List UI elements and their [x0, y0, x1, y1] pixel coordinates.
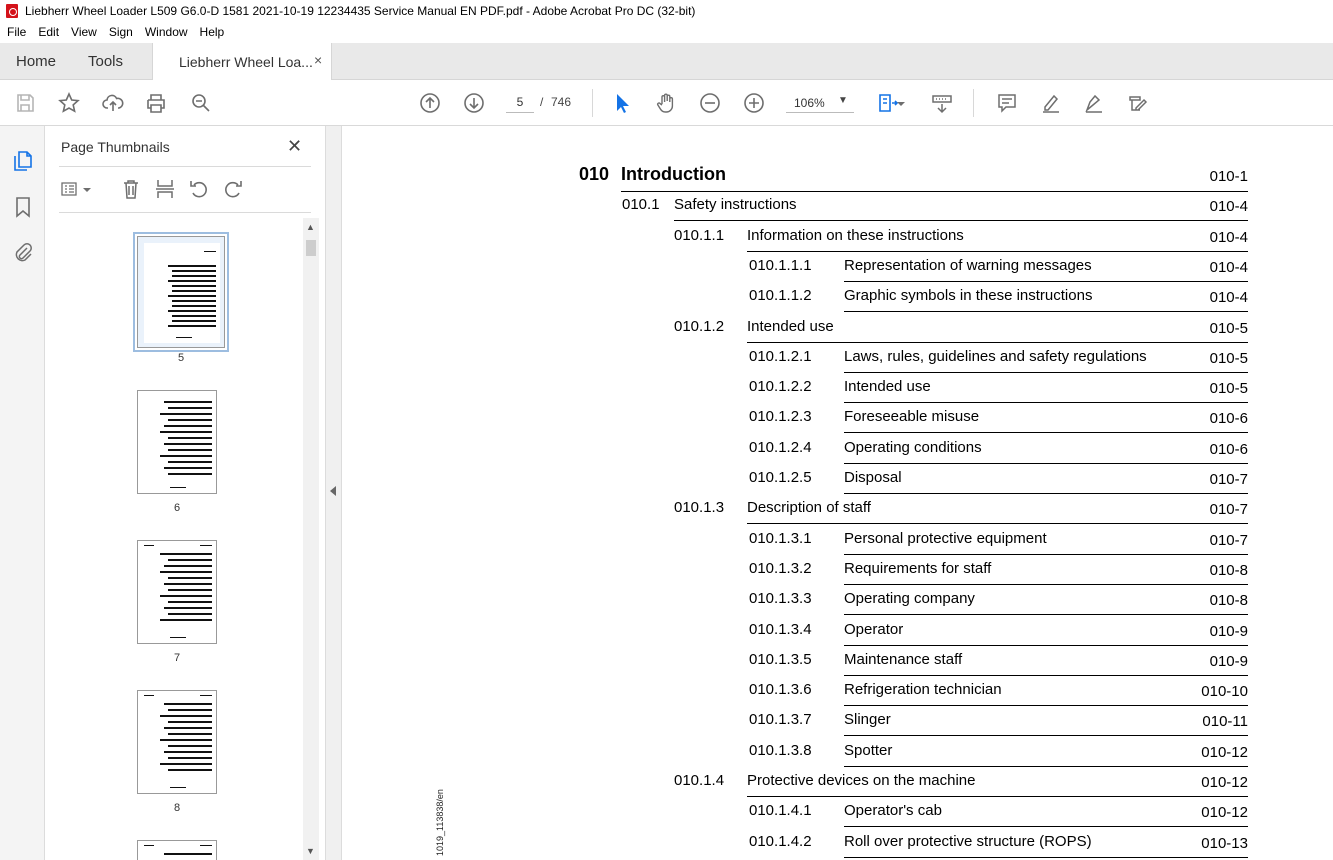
tab-home[interactable]: Home — [16, 53, 57, 70]
toc-underline — [844, 705, 1248, 706]
toc-underline — [844, 554, 1248, 555]
toc-entry[interactable] — [343, 742, 1333, 772]
options-menu-icon[interactable] — [59, 177, 83, 201]
toc-section-title: Safety instructions — [674, 196, 797, 213]
toc-entry[interactable] — [343, 378, 1333, 408]
toc-entry[interactable] — [343, 711, 1333, 741]
toc-section-number: 010.1.2.3 — [749, 408, 812, 425]
toc-entry[interactable] — [343, 318, 1333, 348]
scroll-up-icon[interactable]: ▲ — [306, 222, 315, 232]
toc-entry[interactable] — [343, 772, 1333, 802]
acrobat-logo-icon — [6, 4, 18, 18]
toc-underline — [844, 614, 1248, 615]
toc-entry[interactable] — [343, 439, 1333, 469]
toc-page-number: 010-1 — [1209, 168, 1248, 185]
hand-tool-icon[interactable] — [653, 90, 679, 116]
toc-section-title: Disposal — [844, 469, 902, 486]
toc-section-number: 010.1.3.1 — [749, 530, 812, 547]
left-navigation-rail — [0, 126, 45, 860]
toc-underline — [747, 523, 1248, 524]
tab-document[interactable] — [152, 43, 332, 80]
draw-sign-icon[interactable] — [1081, 90, 1107, 116]
toc-page-number: 010-11 — [1202, 713, 1248, 730]
toc-section-title: Operator's cab — [844, 802, 942, 819]
thumbnails-scrollbar[interactable] — [303, 218, 319, 860]
chevron-down-icon[interactable] — [894, 90, 908, 116]
page-thumbnail-7[interactable] — [137, 540, 217, 644]
star-bookmark-icon[interactable] — [56, 90, 82, 116]
toc-section-title: Operating conditions — [844, 439, 982, 456]
toc-section-number: 010.1.3.8 — [749, 742, 812, 759]
toc-entry[interactable] — [343, 287, 1333, 317]
toc-underline — [844, 675, 1248, 676]
toc-page-number: 010-8 — [1209, 562, 1248, 579]
toc-section-title: Operator — [844, 621, 904, 638]
toc-section-title: Operating company — [844, 590, 975, 607]
toc-page-number: 010-10 — [1201, 683, 1248, 700]
toc-page-number: 010-9 — [1209, 653, 1248, 670]
toc-underline — [674, 220, 1248, 221]
toc-page-number: 010-5 — [1209, 350, 1248, 367]
toc-page-number: 010-12 — [1201, 804, 1248, 821]
toc-section-number: 010.1.4.1 — [749, 802, 812, 819]
toc-underline — [844, 281, 1248, 282]
divider — [59, 212, 311, 213]
thumbnails-panel — [45, 126, 325, 860]
toc-page-number: 010-4 — [1209, 259, 1248, 276]
thumbnail-page-number: 7 — [173, 652, 181, 664]
toc-section-title: Slinger — [844, 711, 891, 728]
toc-underline — [844, 402, 1248, 403]
toc-page-number: 010-6 — [1209, 441, 1248, 458]
divider — [59, 166, 311, 167]
thumbnails-toolbar — [59, 174, 311, 204]
document-side-code: 1019_113838/en — [435, 789, 445, 856]
toc-page-number: 010-7 — [1209, 471, 1248, 488]
tab-bar — [0, 43, 1333, 80]
menu-sign[interactable]: Sign — [108, 25, 133, 39]
edit-stamp-icon[interactable] — [1125, 90, 1151, 116]
toc-section-number: 010.1.2.1 — [749, 348, 812, 365]
panel-title: Page Thumbnails — [61, 139, 170, 155]
chevron-down-icon[interactable] — [81, 177, 93, 201]
zoom-in-icon[interactable] — [741, 90, 767, 116]
toc-underline — [844, 766, 1248, 767]
scroll-down-icon[interactable]: ▼ — [306, 846, 315, 856]
toc-entry[interactable] — [343, 348, 1333, 378]
bookmark-icon[interactable] — [10, 194, 36, 220]
page-separator: / — [540, 95, 544, 109]
toc-section-title: Personal protective equipment — [844, 530, 1047, 547]
page-thumbnail-8[interactable] — [137, 690, 217, 794]
thumbnail-page-number: 8 — [173, 802, 181, 814]
scrollbar-thumb[interactable] — [306, 240, 316, 256]
toc-section-title: Description of staff — [747, 499, 871, 516]
select-cursor-icon[interactable] — [609, 90, 635, 116]
tab-tools[interactable]: Tools — [88, 53, 124, 70]
toc-entry[interactable] — [343, 469, 1333, 499]
toc-section-title: Laws, rules, guidelines and safety regulations — [844, 348, 1147, 365]
toc-underline — [844, 584, 1248, 585]
toc-page-number: 010-12 — [1201, 774, 1248, 791]
toc-section-title: Graphic symbols in these instructions — [844, 287, 1093, 304]
page-thumbnail-5[interactable] — [137, 236, 225, 348]
toc-underline — [844, 735, 1248, 736]
find-zoom-icon[interactable] — [188, 90, 214, 116]
toc-entry[interactable] — [343, 651, 1333, 681]
toc-section-number: 010.1.1.2 — [749, 287, 812, 304]
toc-entry[interactable] — [343, 590, 1333, 620]
toc-entry[interactable] — [343, 833, 1333, 860]
close-tab-icon[interactable]: × — [314, 52, 323, 68]
thumbnail-page-number: 5 — [177, 352, 185, 364]
page-thumbnails-icon[interactable] — [10, 148, 36, 174]
comment-icon[interactable] — [994, 90, 1020, 116]
collapse-panel-icon[interactable] — [330, 486, 336, 496]
toc-section-title: Requirements for staff — [844, 560, 992, 577]
title-bar — [0, 0, 1333, 22]
zoom-level-value: 106% — [794, 96, 825, 110]
menu-file[interactable]: File — [7, 25, 27, 39]
toc-section-title: Intended use — [844, 378, 931, 395]
toc-section-number: 010.1.1 — [674, 227, 725, 244]
toc-underline — [844, 826, 1248, 827]
panel-splitter[interactable] — [325, 126, 342, 860]
zoom-out-icon[interactable] — [697, 90, 723, 116]
toc-page-number: 010-7 — [1209, 501, 1248, 518]
thumbnail-page-number: 6 — [173, 502, 181, 514]
next-page-icon[interactable] — [461, 90, 487, 116]
toc-section-number: 010.1.4.2 — [749, 833, 812, 850]
toc-entry[interactable] — [343, 530, 1333, 560]
toc-underline — [844, 857, 1248, 858]
toc-section-title: Foreseeable misuse — [844, 408, 980, 425]
toc-underline — [747, 342, 1248, 343]
toc-page-number: 010-12 — [1201, 744, 1248, 761]
toc-entry[interactable] — [343, 681, 1333, 711]
toc-section-title: Representation of warning messages — [844, 257, 1092, 274]
toc-underline — [621, 191, 1248, 192]
toc-page-number: 010-4 — [1209, 229, 1248, 246]
upload-cloud-icon[interactable] — [100, 90, 126, 116]
toc-entry[interactable] — [343, 408, 1333, 438]
toc-underline — [747, 251, 1248, 252]
toc-section-number: 010.1.4 — [674, 772, 725, 789]
toc-underline — [844, 432, 1248, 433]
toc-section-title: Information on these instructions — [747, 227, 964, 244]
menu-help[interactable]: Help — [199, 25, 225, 39]
toc-page-number: 010-8 — [1209, 592, 1248, 609]
main-toolbar — [0, 80, 1333, 126]
toc-entry[interactable] — [343, 166, 1333, 196]
toc-page-number: 010-4 — [1209, 198, 1248, 215]
toolbar-divider — [973, 89, 974, 117]
highlight-pen-icon[interactable] — [1038, 90, 1064, 116]
toc-section-number: 010.1.3.4 — [749, 621, 812, 638]
rotate-left-icon[interactable] — [187, 177, 211, 201]
toc-underline — [844, 311, 1248, 312]
rotate-right-icon[interactable] — [221, 177, 245, 201]
toc-section-number: 010 — [579, 164, 610, 184]
toc-section-title: Refrigeration technician — [844, 681, 1002, 698]
toc-section-number: 010.1.3.6 — [749, 681, 812, 698]
toc-section-title: Spotter — [844, 742, 893, 759]
toc-section-title: Protective devices on the machine — [747, 772, 976, 789]
menu-window[interactable]: Window — [144, 25, 188, 39]
page-number-input[interactable] — [506, 91, 534, 113]
toc-section-number: 010.1.3 — [674, 499, 725, 516]
toc-section-number: 010.1.2.5 — [749, 469, 812, 486]
delete-trash-icon[interactable] — [119, 177, 143, 201]
toc-section-number: 010.1.2.2 — [749, 378, 812, 395]
toc-underline — [747, 796, 1248, 797]
page-thumbnail-6[interactable] — [137, 390, 217, 494]
toc-entry[interactable] — [343, 196, 1333, 226]
extract-pages-icon[interactable] — [153, 177, 177, 201]
window-title: Liebherr Wheel Loader L509 G6.0-D 1581 2021-10-19 12234435 Service Manual EN PDF.pdf - Adobe Acrobat Pro DC (32-bit) — [25, 4, 696, 18]
toc-section-number: 010.1.3.7 — [749, 711, 812, 728]
zoom-level-select[interactable] — [786, 91, 854, 113]
toc-entry[interactable] — [343, 257, 1333, 287]
toc-page-number: 010-9 — [1209, 623, 1248, 640]
toc-entry[interactable] — [343, 499, 1333, 529]
chevron-down-icon: ▼ — [838, 95, 848, 106]
toc-section-title: Introduction — [621, 164, 726, 184]
scrolling-mode-icon[interactable] — [929, 90, 955, 116]
toc-section-number: 010.1.3.2 — [749, 560, 812, 577]
toc-underline — [844, 463, 1248, 464]
menu-edit[interactable]: Edit — [38, 25, 60, 39]
toc-underline — [844, 645, 1248, 646]
toc-entry[interactable] — [343, 560, 1333, 590]
toc-entry[interactable] — [343, 802, 1333, 832]
toolbar-divider — [592, 89, 593, 117]
toc-page-number: 010-6 — [1209, 410, 1248, 427]
toc-section-title: Intended use — [747, 318, 834, 335]
toc-entry[interactable] — [343, 227, 1333, 257]
toc-section-number: 010.1.2.4 — [749, 439, 812, 456]
previous-page-icon[interactable] — [417, 90, 443, 116]
toc-section-number: 010.1.2 — [674, 318, 725, 335]
menu-view[interactable]: View — [71, 25, 97, 39]
toc-page-number: 010-5 — [1209, 320, 1248, 337]
close-icon[interactable]: ✕ — [287, 136, 303, 156]
toc-underline — [844, 372, 1248, 373]
toc-page-number: 010-4 — [1209, 289, 1248, 306]
thumbnail-list — [59, 218, 297, 860]
toc-section-title: Roll over protective structure (ROPS) — [844, 833, 1092, 850]
tab-document-label: Liebherr Wheel Loa... — [179, 54, 313, 70]
thumbnail-page — [144, 243, 220, 343]
toc-section-number: 010.1.3.5 — [749, 651, 812, 668]
toc-page-number: 010-7 — [1209, 532, 1248, 549]
toc-section-number: 010.1.3.3 — [749, 590, 812, 607]
save-icon[interactable] — [12, 90, 38, 116]
toc-underline — [844, 493, 1248, 494]
toc-entry[interactable] — [343, 621, 1333, 651]
menu-bar — [0, 22, 1333, 42]
print-icon[interactable] — [143, 90, 169, 116]
toc-section-title: Maintenance staff — [844, 651, 963, 668]
attachment-paperclip-icon[interactable] — [10, 240, 36, 266]
page-thumbnail-9[interactable] — [137, 840, 217, 860]
toc-section-number: 010.1 — [622, 196, 660, 213]
page-total: 746 — [551, 95, 572, 109]
document-view[interactable] — [343, 126, 1333, 860]
toc-page-number: 010-5 — [1209, 380, 1248, 397]
toc-section-number: 010.1.1.1 — [749, 257, 812, 274]
toc-page-number: 010-13 — [1201, 835, 1248, 852]
